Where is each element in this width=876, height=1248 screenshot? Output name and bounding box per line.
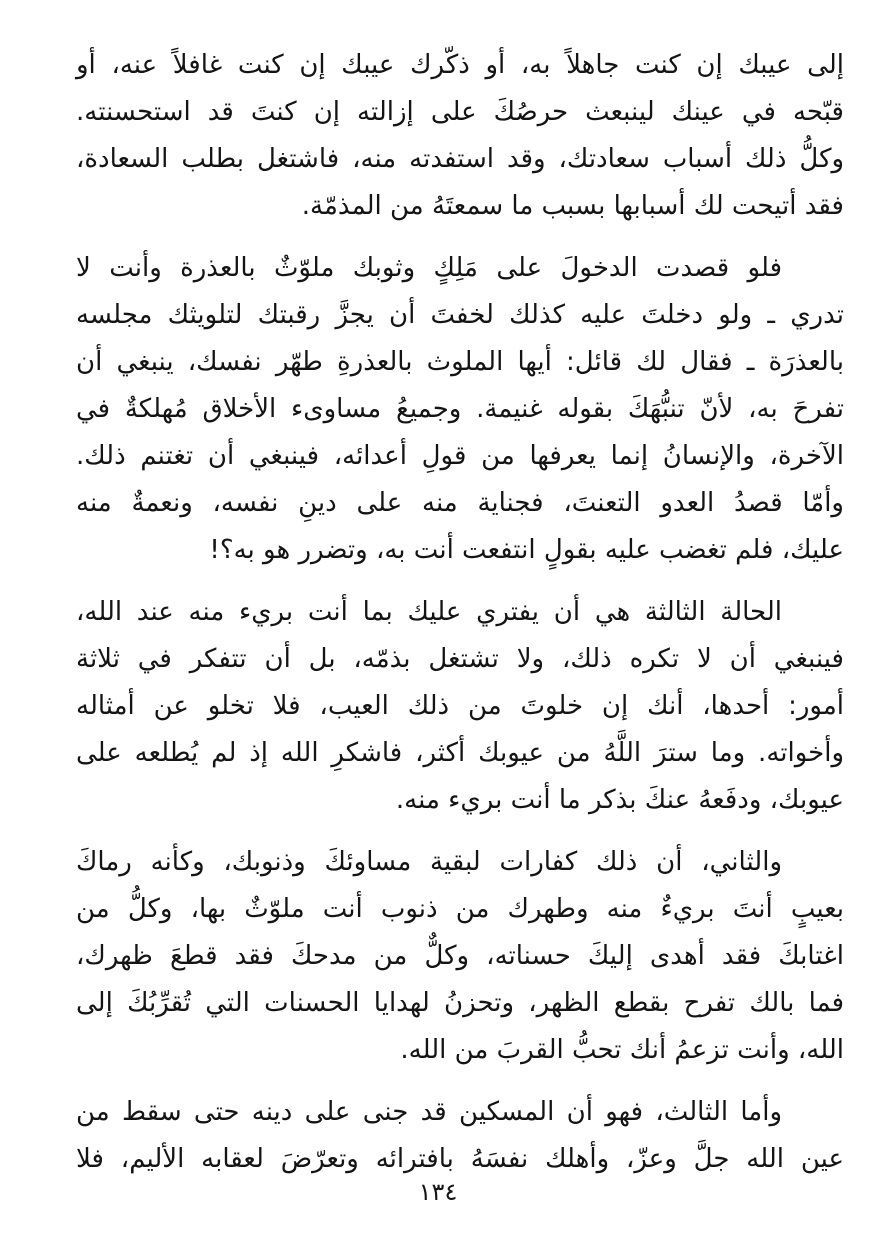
- page-footer: [0, 1178, 876, 1206]
- page-text-block: [76, 42, 844, 1198]
- paragraph-1: [76, 42, 844, 230]
- text-line: فما بالك تفرح بقطع الظهر، وتحزنُ لهدايا الحسنات التي تُقرِّبُكَ إلى: [76, 988, 844, 1018]
- paragraph-5: [76, 1089, 844, 1183]
- text-line: الآخرة، والإنسانُ إنما يعرفها من قولِ أعدائه، فينبغي أن تغتنم ذلك.: [76, 441, 844, 471]
- text-line: وأخواته. وما سترَ اللَّهُ من عيوبك أكثر، فاشكرِ الله إذ لم يُطلعه على: [76, 738, 844, 768]
- text-line: تدري ـ ولو دخلتَ عليه كذلك لخفتَ أن يجزَّ رقبتك لتلويثك مجلسه: [76, 300, 844, 330]
- paragraph-4: [76, 839, 844, 1074]
- paragraph-2: [76, 245, 844, 574]
- text-line: الحالة الثالثة هي أن يفتري عليك بما أنت بريء منه عند الله،: [76, 597, 782, 627]
- text-line: بعيبٍ أنتَ بريءٌ منه وطهرك من ذنوب أنت ملوّثٌ بها، وكلُّ من: [76, 894, 844, 924]
- text-line: والثاني، أن ذلك كفارات لبقية مساوئكَ وذنوبك، وكأنه رماكَ: [76, 847, 782, 877]
- text-line: عين الله جلَّ وعزّ، وأهلك نفسَهُ بافترائه وتعرّضَ لعقابه الأليم، فلا: [76, 1144, 844, 1174]
- text-line: عليك، فلم تغضب عليه بقولٍ انتفعت أنت به، وتضرر هو به؟!: [209, 535, 844, 565]
- text-line: الله، وأنت تزعمُ أنك تحبُّ القربَ من الله.: [400, 1035, 844, 1065]
- text-line: فلو قصدت الدخولَ على مَلِكٍ وثوبك ملوّثٌ بالعذرة وأنت لا: [76, 253, 782, 283]
- text-line: اغتابكَ فقد أهدى إليكَ حسناته، وكلٌّ من مدحكَ فقد قطعَ ظهرك،: [76, 941, 844, 971]
- text-line: وأما الثالث، فهو أن المسكين قد جنى على دينه حتى سقط من: [76, 1097, 782, 1127]
- paragraph-3: [76, 589, 844, 824]
- text-line: فقد أتيحت لك أسبابها بسبب ما سمعتَهُ من المذمّة.: [301, 191, 844, 221]
- text-line: وكلُّ ذلك أسباب سعادتك، وقد استفدته منه، فاشتغل بطلب السعادة،: [76, 144, 844, 174]
- text-line: وأمّا قصدُ العدو التعنتَ، فجناية منه على دينِ نفسه، ونعمةٌ منه: [76, 488, 844, 518]
- text-line: بالعذرَة ـ فقال لك قائل: أيها الملوث بالعذرةِ طهّر نفسك، ينبغي أن: [76, 347, 844, 377]
- text-line: أمور: أحدها، أنك إن خلوتَ من ذلك العيب، فلا تخلو عن أمثاله: [76, 691, 844, 721]
- text-line: عيوبك، ودفَعهُ عنكَ بذكر ما أنت بريء منه.: [395, 785, 844, 815]
- text-line: إلى عيبك إن كنت جاهلاً به، أو ذكّرك عيبك إن كنت غافلاً عنه، أو: [76, 50, 844, 80]
- text-line: تفرحَ به، لأنّ تنبُّهَكَ بقوله غنيمة. وجميعُ مساوىء الأخلاق مُهلكةٌ في: [76, 394, 844, 424]
- page-number: ١٣٤: [418, 1178, 458, 1206]
- text-line: قبّحه في عينك لينبعث حرصُكَ على إزالته إن كنتَ قد استحسنته.: [76, 97, 844, 127]
- text-line: فينبغي أن لا تكره ذلك، ولا تشتغل بذمّه، بل أن تتفكر في ثلاثة: [76, 644, 844, 674]
